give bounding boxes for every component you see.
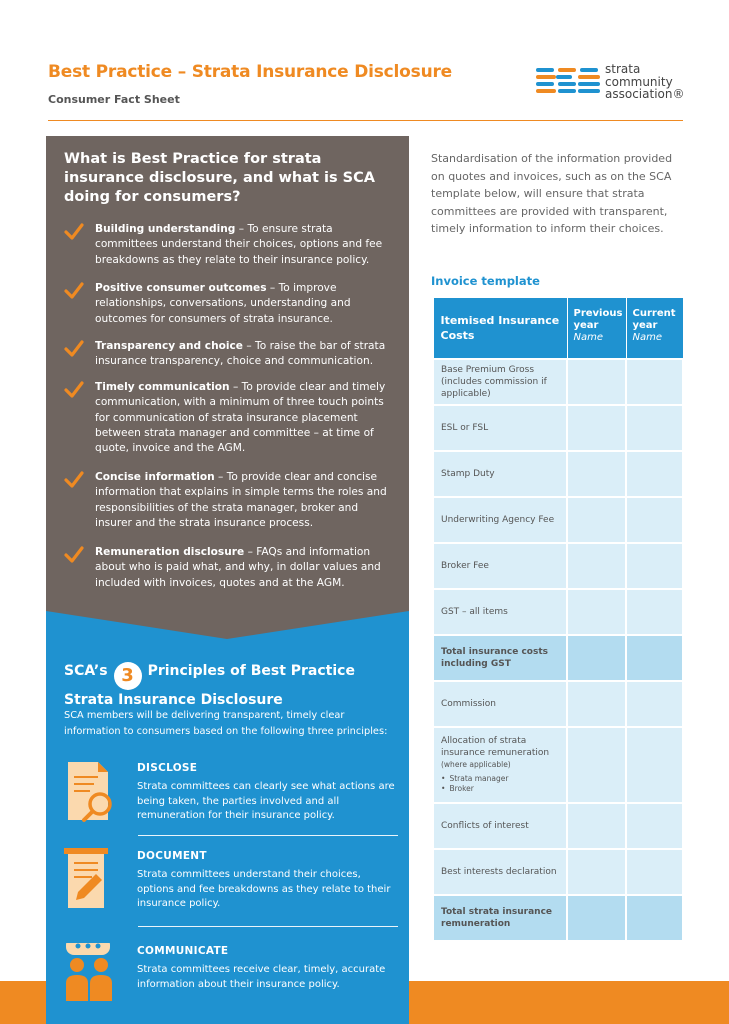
row-label-sub: (where applicable) (441, 760, 511, 769)
cell-previous[interactable] (567, 589, 626, 635)
invoice-template-table (432, 297, 684, 942)
sca-logo-mark-icon (534, 62, 602, 102)
item-text: To improve relationships, conversations, understanding and outcomes for consumers of strata insurance. (95, 282, 351, 325)
principles-heading-line2: Strata Insurance Disclosure (64, 692, 283, 708)
row-label: Total insurance costs including GST (433, 635, 567, 681)
principles-heading (64, 661, 404, 710)
cell-previous[interactable] (567, 451, 626, 497)
cell-previous[interactable] (567, 803, 626, 849)
col-previous-year (567, 298, 626, 359)
cell-previous[interactable] (567, 635, 626, 681)
cell-current[interactable] (626, 543, 683, 589)
principle-divider (138, 926, 398, 927)
item-title: Timely communication (95, 381, 230, 393)
cell-previous[interactable] (567, 895, 626, 941)
sca-logo (534, 62, 694, 106)
header-divider (48, 120, 683, 121)
col-itemised-costs: Itemised Insurance Costs (433, 298, 567, 359)
cell-current[interactable] (626, 849, 683, 895)
table-row (433, 727, 683, 803)
row-label-text: Allocation of strata insurance remuneration (441, 736, 550, 758)
cell-previous[interactable] (567, 727, 626, 803)
row-label-text: Base Premium Gross (441, 364, 535, 375)
col-previous-year-sub: Name (573, 332, 604, 343)
row-label: Total strata insurance remuneration (433, 895, 567, 941)
principle-text: Strata committees can clearly see what actions are being taken, the parties involved and all remuneration for their insurance policy. (137, 781, 395, 821)
principles-intro: SCA members will be delivering transparent, timely clear information to consumers based on the following three principles: (64, 710, 388, 737)
cell-previous[interactable] (567, 497, 626, 543)
logo-line-1: strata (605, 62, 641, 76)
principles-heading-prefix: SCA’s (64, 663, 108, 679)
table-row-total (433, 635, 683, 681)
row-label: Underwriting Agency Fee (433, 497, 567, 543)
principle-title: COMMUNICATE (137, 945, 229, 957)
col-previous-year-label: Previous year (573, 308, 623, 331)
logo-line-3: association® (605, 87, 685, 101)
item-text: To provide clear and concise information that explains in simple terms the roles and responsibilities of the strata manager, broker and insurer and the strata insurance process. (95, 471, 387, 529)
principle-title: DOCUMENT (137, 850, 207, 862)
checkmark-icon (64, 545, 84, 563)
principle-text: Strata committees understand their choices, options and fee breakdowns as they relate to their insurance policy. (137, 869, 391, 909)
page-title: Best Practice – Strata Insurance Disclosure (48, 62, 452, 82)
principle-divider (138, 835, 398, 836)
principles-number-badge: 3 (114, 662, 142, 690)
item-text: To raise the bar of strata insurance transparency, choice and communication. (95, 340, 386, 368)
cell-current[interactable] (626, 451, 683, 497)
principle-text: Strata committees receive clear, timely, accurate information about their insurance policy. (137, 964, 386, 990)
invoice-template-title: Invoice template (431, 274, 540, 288)
logo-line-2: community (605, 74, 673, 89)
cell-current[interactable] (626, 405, 683, 451)
table-row (433, 451, 683, 497)
cell-current[interactable] (626, 589, 683, 635)
standardisation-intro: Standardisation of the information provided on quotes and invoices, such as on the SCA template below, will ensure that strata committees are provided with transparent, timely information to inform their choices. (431, 152, 673, 235)
table-row-total (433, 895, 683, 941)
item-text: To provide clear and timely communication, with a minimum of three touch points for communication of strata insurance placement between strata manager and committee – at time of quote, invoice and the AGM. (95, 381, 386, 455)
table-row (433, 849, 683, 895)
checkmark-icon (64, 339, 84, 357)
panel-arrow-overlay (46, 611, 409, 639)
best-practice-heading: What is Best Practice for strata insurance disclosure, and what is SCA doing for consumers? (64, 151, 375, 205)
item-title: Concise information (95, 471, 215, 483)
item-title: Building understanding (95, 223, 236, 235)
table-row (433, 497, 683, 543)
document-magnifier-icon (64, 760, 124, 824)
cell-previous[interactable] (567, 849, 626, 895)
document-pencil-icon (64, 848, 124, 912)
table-row (433, 803, 683, 849)
best-practice-panel (46, 136, 409, 612)
cell-current[interactable] (626, 635, 683, 681)
cell-previous[interactable] (567, 405, 626, 451)
checkmark-icon (64, 380, 84, 398)
item-title: Positive consumer outcomes (95, 282, 267, 294)
principles-heading-suffix: Principles of Best Practice (147, 663, 355, 679)
table-row (433, 589, 683, 635)
col-current-year-sub: Name (632, 332, 663, 343)
row-label: Conflicts of interest (433, 803, 567, 849)
remuneration-list (441, 774, 559, 794)
cell-current[interactable] (626, 803, 683, 849)
item-title: Remuneration disclosure (95, 546, 245, 558)
table-row (433, 359, 683, 405)
cell-current[interactable] (626, 497, 683, 543)
row-label: Best interests declaration (433, 849, 567, 895)
table-row (433, 681, 683, 727)
item-title: Transparency and choice (95, 340, 243, 352)
list-item: • Strata manager (441, 774, 559, 784)
checkmark-icon (64, 281, 84, 299)
cell-current[interactable] (626, 727, 683, 803)
principle-title: DISCLOSE (137, 762, 198, 774)
col-current-year (626, 298, 683, 359)
cell-current[interactable] (626, 359, 683, 405)
table-row (433, 405, 683, 451)
row-label (433, 727, 567, 803)
col-current-year-label: Current year (632, 308, 676, 331)
item-text: FAQs and information about who is paid what, and why, in dollar values and included with invoices, quotes and at the AGM. (95, 546, 381, 589)
cell-previous[interactable] (567, 543, 626, 589)
people-speech-bubble-icon (64, 943, 124, 1007)
item-text: To ensure strata committees understand their choices, options and fee breakdowns as they relate to their insurance policy. (95, 223, 383, 266)
cell-previous[interactable] (567, 681, 626, 727)
logo-wordmark (605, 63, 684, 101)
row-label: Broker Fee (433, 543, 567, 589)
checkmark-icon (64, 470, 84, 488)
row-label (433, 359, 567, 405)
row-label: GST – all items (433, 589, 567, 635)
row-label: ESL or FSL (433, 405, 567, 451)
row-label: Commission (433, 681, 567, 727)
cell-previous[interactable] (567, 359, 626, 405)
row-label: Stamp Duty (433, 451, 567, 497)
table-header-row (433, 298, 683, 359)
page-subtitle: Consumer Fact Sheet (48, 93, 180, 106)
table-row (433, 543, 683, 589)
cell-current[interactable] (626, 895, 683, 941)
list-item: • Broker (441, 784, 559, 794)
checkmark-icon (64, 222, 84, 240)
cell-current[interactable] (626, 681, 683, 727)
row-label-sub: (includes commission if applicable) (441, 376, 547, 399)
